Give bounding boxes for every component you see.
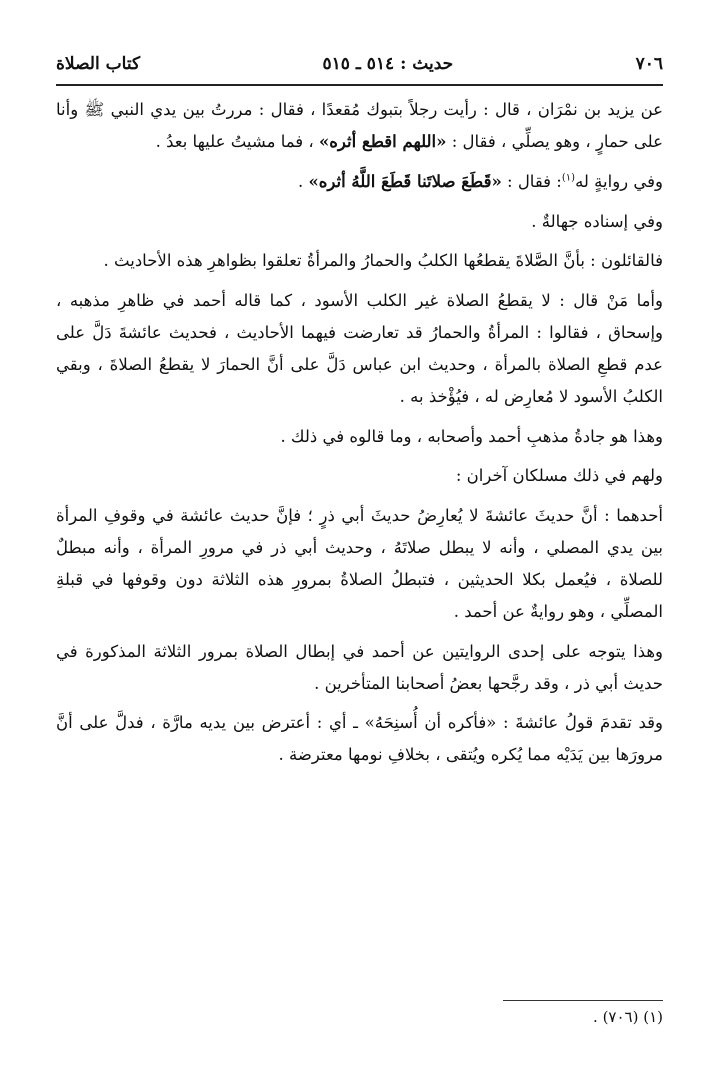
paragraph-text: أحدهما : أنَّ حديثَ عائشةَ لا يُعارِضُ حديثَ أبي ذرٍ ؛ فإنَّ حديث عائشة في وقوفِ المرأة بين يدي المصلي ، وأنه لا يبطل صلاتَهُ ، وحديث أبي ذر في مرورِ المرأة ، وأنه مبطلٌ للصلاة ، فيُعمل بكلا الحديثين ، فتبطلُ الصلاةُ بمرورِ هذه الثلاثة دون وقوفها في قبلةِ المصلِّي ، وهو روايةٌ عن أحمد . (56, 506, 663, 621)
paragraph-text: . (297, 171, 309, 191)
footnote: (١) (٧٠٦) . (593, 1008, 663, 1026)
header-divider (56, 84, 663, 86)
footnote-marker: (١) (561, 172, 576, 184)
footnote-divider (503, 1000, 663, 1001)
paragraph (56, 206, 663, 238)
main-text (56, 94, 663, 779)
paragraph-text: وفي روايةٍ له (575, 171, 663, 191)
paragraph-text: ، فما مشيتُ عليها بعدُ . (155, 131, 319, 151)
paragraph-text: وهذا يتوجه على إحدى الروايتين عن أحمد في إبطال الصلاة بمرور الثلاثة المذكورة في حديث أبي ذر ، وقد رجَّحها بعضُ أصحابنا المتأخرين . (56, 641, 663, 693)
quoted-hadith-text: «قَطَعَ صلاتَنا قَطَعَ اللَّهُ أثره» (308, 171, 502, 191)
paragraph-text: وفي إسناده جهالةٌ . (531, 211, 663, 231)
paragraph (56, 707, 663, 771)
paragraph (56, 245, 663, 277)
paragraph-text: : فقال : (501, 171, 562, 191)
page-number: ٧٠٦ (635, 54, 663, 74)
paragraph (56, 421, 663, 453)
paragraph (56, 94, 663, 158)
hadith-reference: حديث : ٥١٤ ـ ٥١٥ (322, 54, 454, 74)
paragraph-text: ولهم في ذلك مسلكان آخران : (455, 466, 663, 486)
paragraph-text: وأما مَنْ قال : لا يقطعُ الصلاة غير الكلب الأسود ، كما قاله أحمد في ظاهرِ مذهبه ، وإسحاق ، فقالوا : المرأةُ والحمارُ قد تعارضت فيهما الأحاديث ، فحديث عائشةَ دَلَّ على عدم قطعِ الصلاة بالمرأة ، وحديث ابن عباس دَلَّ على أنَّ الحمارَ لا يقطعُ الصلاةَ ، وبقي الكلبُ الأسود لا مُعارِض له ، فيُؤْخذ به . (56, 291, 663, 406)
paragraph-text: عن يزيد بن نمْرَان ، قال : رأيت رجلاً بتبوك مُقعدًا ، فقال : مررتُ بين يدي النبي ﷺ وأنا على حمارٍ ، وهو يصلِّي ، فقال : (56, 100, 663, 151)
paragraph-text: وهذا هو جادةُ مذهبِ أحمد وأصحابه ، وما قالوه في ذلك . (280, 426, 663, 446)
paragraph (56, 460, 663, 492)
paragraph (56, 285, 663, 412)
paragraph (56, 636, 663, 700)
book-title: كتاب الصلاة (56, 54, 141, 74)
quoted-hadith-text: «اللهم اقطع أثره» (318, 131, 447, 151)
book-page (56, 0, 663, 1070)
paragraph-text: فالقائلون : بأنَّ الصَّلاةَ يقطعُها الكلبُ والحمارُ والمرأةُ تعلقوا بظواهرِ هذه الأحاديث . (103, 251, 663, 271)
paragraph-text: وقد تقدمَ قولُ عائشةَ : «فأكره أن أُسنِحَهُ» ـ أي : أعترض بين يديه مارَّة ، فدلَّ على أنَّ مرورَها بين يَدَيْه مما يُكره ويُتقى ، بخلافِ نومها معترضة . (56, 713, 663, 765)
paragraph (56, 500, 663, 627)
paragraph (56, 166, 663, 198)
page-header (56, 46, 663, 82)
